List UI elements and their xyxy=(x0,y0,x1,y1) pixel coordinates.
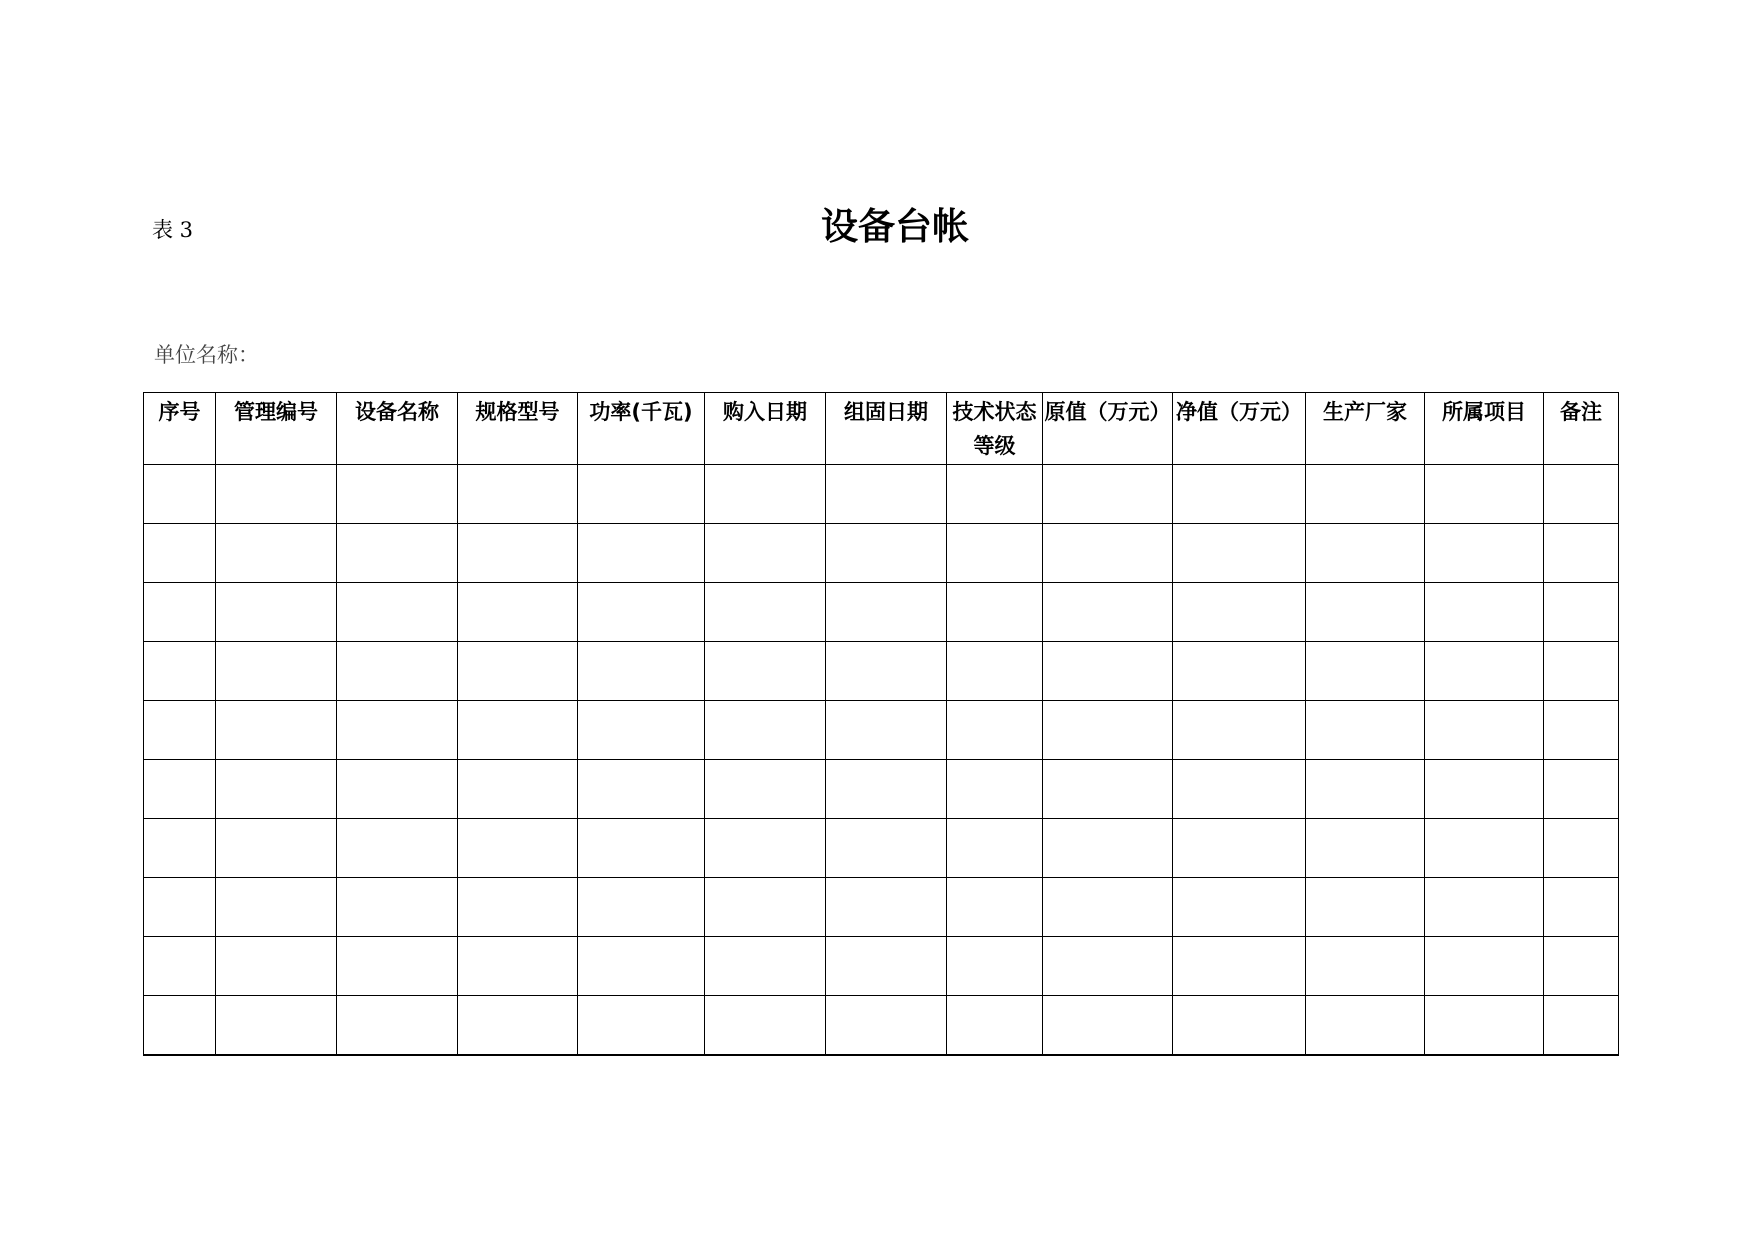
table-cell xyxy=(1544,642,1619,701)
table-cell xyxy=(1043,524,1173,583)
table-cell xyxy=(216,937,337,996)
table-cell xyxy=(458,937,578,996)
table-cell xyxy=(1544,760,1619,819)
table-cell xyxy=(705,642,826,701)
table-cell xyxy=(705,524,826,583)
table-cell xyxy=(578,642,705,701)
table-cell xyxy=(826,583,947,642)
table-cell xyxy=(458,760,578,819)
table-cell xyxy=(1544,878,1619,937)
table-cell xyxy=(458,465,578,524)
column-header-purchase-date: 购入日期 xyxy=(705,393,826,465)
table-cell xyxy=(578,819,705,878)
table-cell xyxy=(826,878,947,937)
table-cell xyxy=(1306,701,1425,760)
table-cell xyxy=(1425,701,1544,760)
table-cell xyxy=(1043,937,1173,996)
table-cell xyxy=(1425,583,1544,642)
table-cell xyxy=(337,524,458,583)
page-title: 设备台帐 xyxy=(821,205,969,248)
table-cell xyxy=(1425,937,1544,996)
table-cell xyxy=(947,465,1043,524)
table-cell xyxy=(337,937,458,996)
table-cell xyxy=(1173,583,1306,642)
table-cell xyxy=(1173,937,1306,996)
table-cell xyxy=(826,760,947,819)
column-header-model: 规格型号 xyxy=(458,393,578,465)
table-cell xyxy=(1544,937,1619,996)
table-cell xyxy=(578,878,705,937)
table-cell xyxy=(458,701,578,760)
table-row xyxy=(144,701,1619,760)
table-cell xyxy=(1173,996,1306,1056)
table-cell xyxy=(1043,878,1173,937)
table-cell xyxy=(216,819,337,878)
table-row xyxy=(144,819,1619,878)
table-row xyxy=(144,465,1619,524)
table-cell xyxy=(1306,819,1425,878)
table-cell xyxy=(1425,996,1544,1056)
table-cell xyxy=(144,465,216,524)
table-cell xyxy=(144,878,216,937)
table-cell xyxy=(216,996,337,1056)
table-row xyxy=(144,760,1619,819)
column-header-remarks: 备注 xyxy=(1544,393,1619,465)
table-header-row xyxy=(144,393,1619,465)
table-cell xyxy=(1043,701,1173,760)
table-cell xyxy=(1544,701,1619,760)
table-cell xyxy=(216,760,337,819)
table-cell xyxy=(1306,583,1425,642)
table-cell xyxy=(578,701,705,760)
table-cell xyxy=(1043,819,1173,878)
table-number-label: 表 3 xyxy=(152,218,194,242)
table-cell xyxy=(144,701,216,760)
table-cell xyxy=(947,878,1043,937)
table-cell xyxy=(144,642,216,701)
table-cell xyxy=(1043,642,1173,701)
table-cell xyxy=(1425,878,1544,937)
table-cell xyxy=(1173,760,1306,819)
table-row xyxy=(144,583,1619,642)
table-cell xyxy=(216,701,337,760)
table-cell xyxy=(826,524,947,583)
table-cell xyxy=(578,465,705,524)
table-cell xyxy=(826,465,947,524)
table-cell xyxy=(947,583,1043,642)
table-cell xyxy=(1544,524,1619,583)
table-cell xyxy=(216,524,337,583)
table-cell xyxy=(705,996,826,1056)
table-cell xyxy=(1173,878,1306,937)
table-cell xyxy=(1043,996,1173,1056)
table-cell xyxy=(578,996,705,1056)
table-cell xyxy=(144,996,216,1056)
table-cell xyxy=(1173,524,1306,583)
table-row xyxy=(144,524,1619,583)
table-cell xyxy=(947,937,1043,996)
table-cell xyxy=(216,465,337,524)
table-cell xyxy=(947,524,1043,583)
column-header-index: 序号 xyxy=(144,393,216,465)
table-cell xyxy=(705,583,826,642)
table-cell xyxy=(144,819,216,878)
table-cell xyxy=(947,760,1043,819)
table-cell xyxy=(1306,937,1425,996)
table-cell xyxy=(1544,819,1619,878)
table-cell xyxy=(1306,760,1425,819)
table-cell xyxy=(1173,642,1306,701)
table-cell xyxy=(1544,583,1619,642)
table-cell xyxy=(947,996,1043,1056)
table-cell xyxy=(578,760,705,819)
table-cell xyxy=(337,642,458,701)
table-cell xyxy=(458,524,578,583)
table-cell xyxy=(947,642,1043,701)
table-cell xyxy=(1173,465,1306,524)
table-cell xyxy=(337,878,458,937)
table-cell xyxy=(705,701,826,760)
table-row xyxy=(144,937,1619,996)
table-cell xyxy=(578,583,705,642)
table-cell xyxy=(458,996,578,1056)
table-cell xyxy=(1425,819,1544,878)
table-cell xyxy=(1544,996,1619,1056)
column-header-original-value: 原值（万元） xyxy=(1043,393,1173,465)
table-cell xyxy=(705,465,826,524)
table-cell xyxy=(1306,642,1425,701)
table-cell xyxy=(144,583,216,642)
table-cell xyxy=(705,760,826,819)
table-cell xyxy=(1425,760,1544,819)
table-cell xyxy=(337,819,458,878)
table-row xyxy=(144,878,1619,937)
table-cell xyxy=(1425,465,1544,524)
table-cell xyxy=(826,819,947,878)
table-cell xyxy=(705,878,826,937)
table-cell xyxy=(1043,583,1173,642)
table-cell xyxy=(458,878,578,937)
table-cell xyxy=(337,996,458,1056)
column-header-manufacturer: 生产厂家 xyxy=(1306,393,1425,465)
table-cell xyxy=(1173,701,1306,760)
table-cell xyxy=(578,937,705,996)
table-cell xyxy=(337,701,458,760)
table-cell xyxy=(216,583,337,642)
table-cell xyxy=(826,642,947,701)
table-cell xyxy=(458,642,578,701)
table-cell xyxy=(458,819,578,878)
table-cell xyxy=(144,937,216,996)
table-row xyxy=(144,996,1619,1056)
table-cell xyxy=(1425,524,1544,583)
column-header-assembly-date: 组固日期 xyxy=(826,393,947,465)
column-header-equipment-name: 设备名称 xyxy=(337,393,458,465)
table-cell xyxy=(337,760,458,819)
column-header-management-no: 管理编号 xyxy=(216,393,337,465)
table-cell xyxy=(826,937,947,996)
table-cell xyxy=(216,878,337,937)
table-cell xyxy=(458,583,578,642)
table-cell xyxy=(705,819,826,878)
table-cell xyxy=(705,937,826,996)
column-header-project: 所属项目 xyxy=(1425,393,1544,465)
table-cell xyxy=(1043,465,1173,524)
table-cell xyxy=(1306,878,1425,937)
table-cell xyxy=(1306,996,1425,1056)
table-cell xyxy=(1544,465,1619,524)
table-cell xyxy=(1425,642,1544,701)
table-cell xyxy=(1306,465,1425,524)
unit-name-label: 单位名称： xyxy=(154,343,259,367)
table-cell xyxy=(337,465,458,524)
table-cell xyxy=(144,760,216,819)
equipment-ledger-table xyxy=(143,392,1619,1056)
column-header-power: 功率(千瓦) xyxy=(578,393,705,465)
table-body xyxy=(144,465,1619,1056)
table-cell xyxy=(578,524,705,583)
table-cell xyxy=(1173,819,1306,878)
table-cell xyxy=(337,583,458,642)
table-cell xyxy=(1043,760,1173,819)
table-row xyxy=(144,642,1619,701)
column-header-tech-status: 技术状态等级 xyxy=(947,393,1043,465)
table-cell xyxy=(144,524,216,583)
column-header-net-value: 净值（万元） xyxy=(1173,393,1306,465)
table-cell xyxy=(947,819,1043,878)
table-cell xyxy=(1306,524,1425,583)
table-cell xyxy=(826,996,947,1056)
table-cell xyxy=(216,642,337,701)
table-cell xyxy=(826,701,947,760)
table-cell xyxy=(947,701,1043,760)
